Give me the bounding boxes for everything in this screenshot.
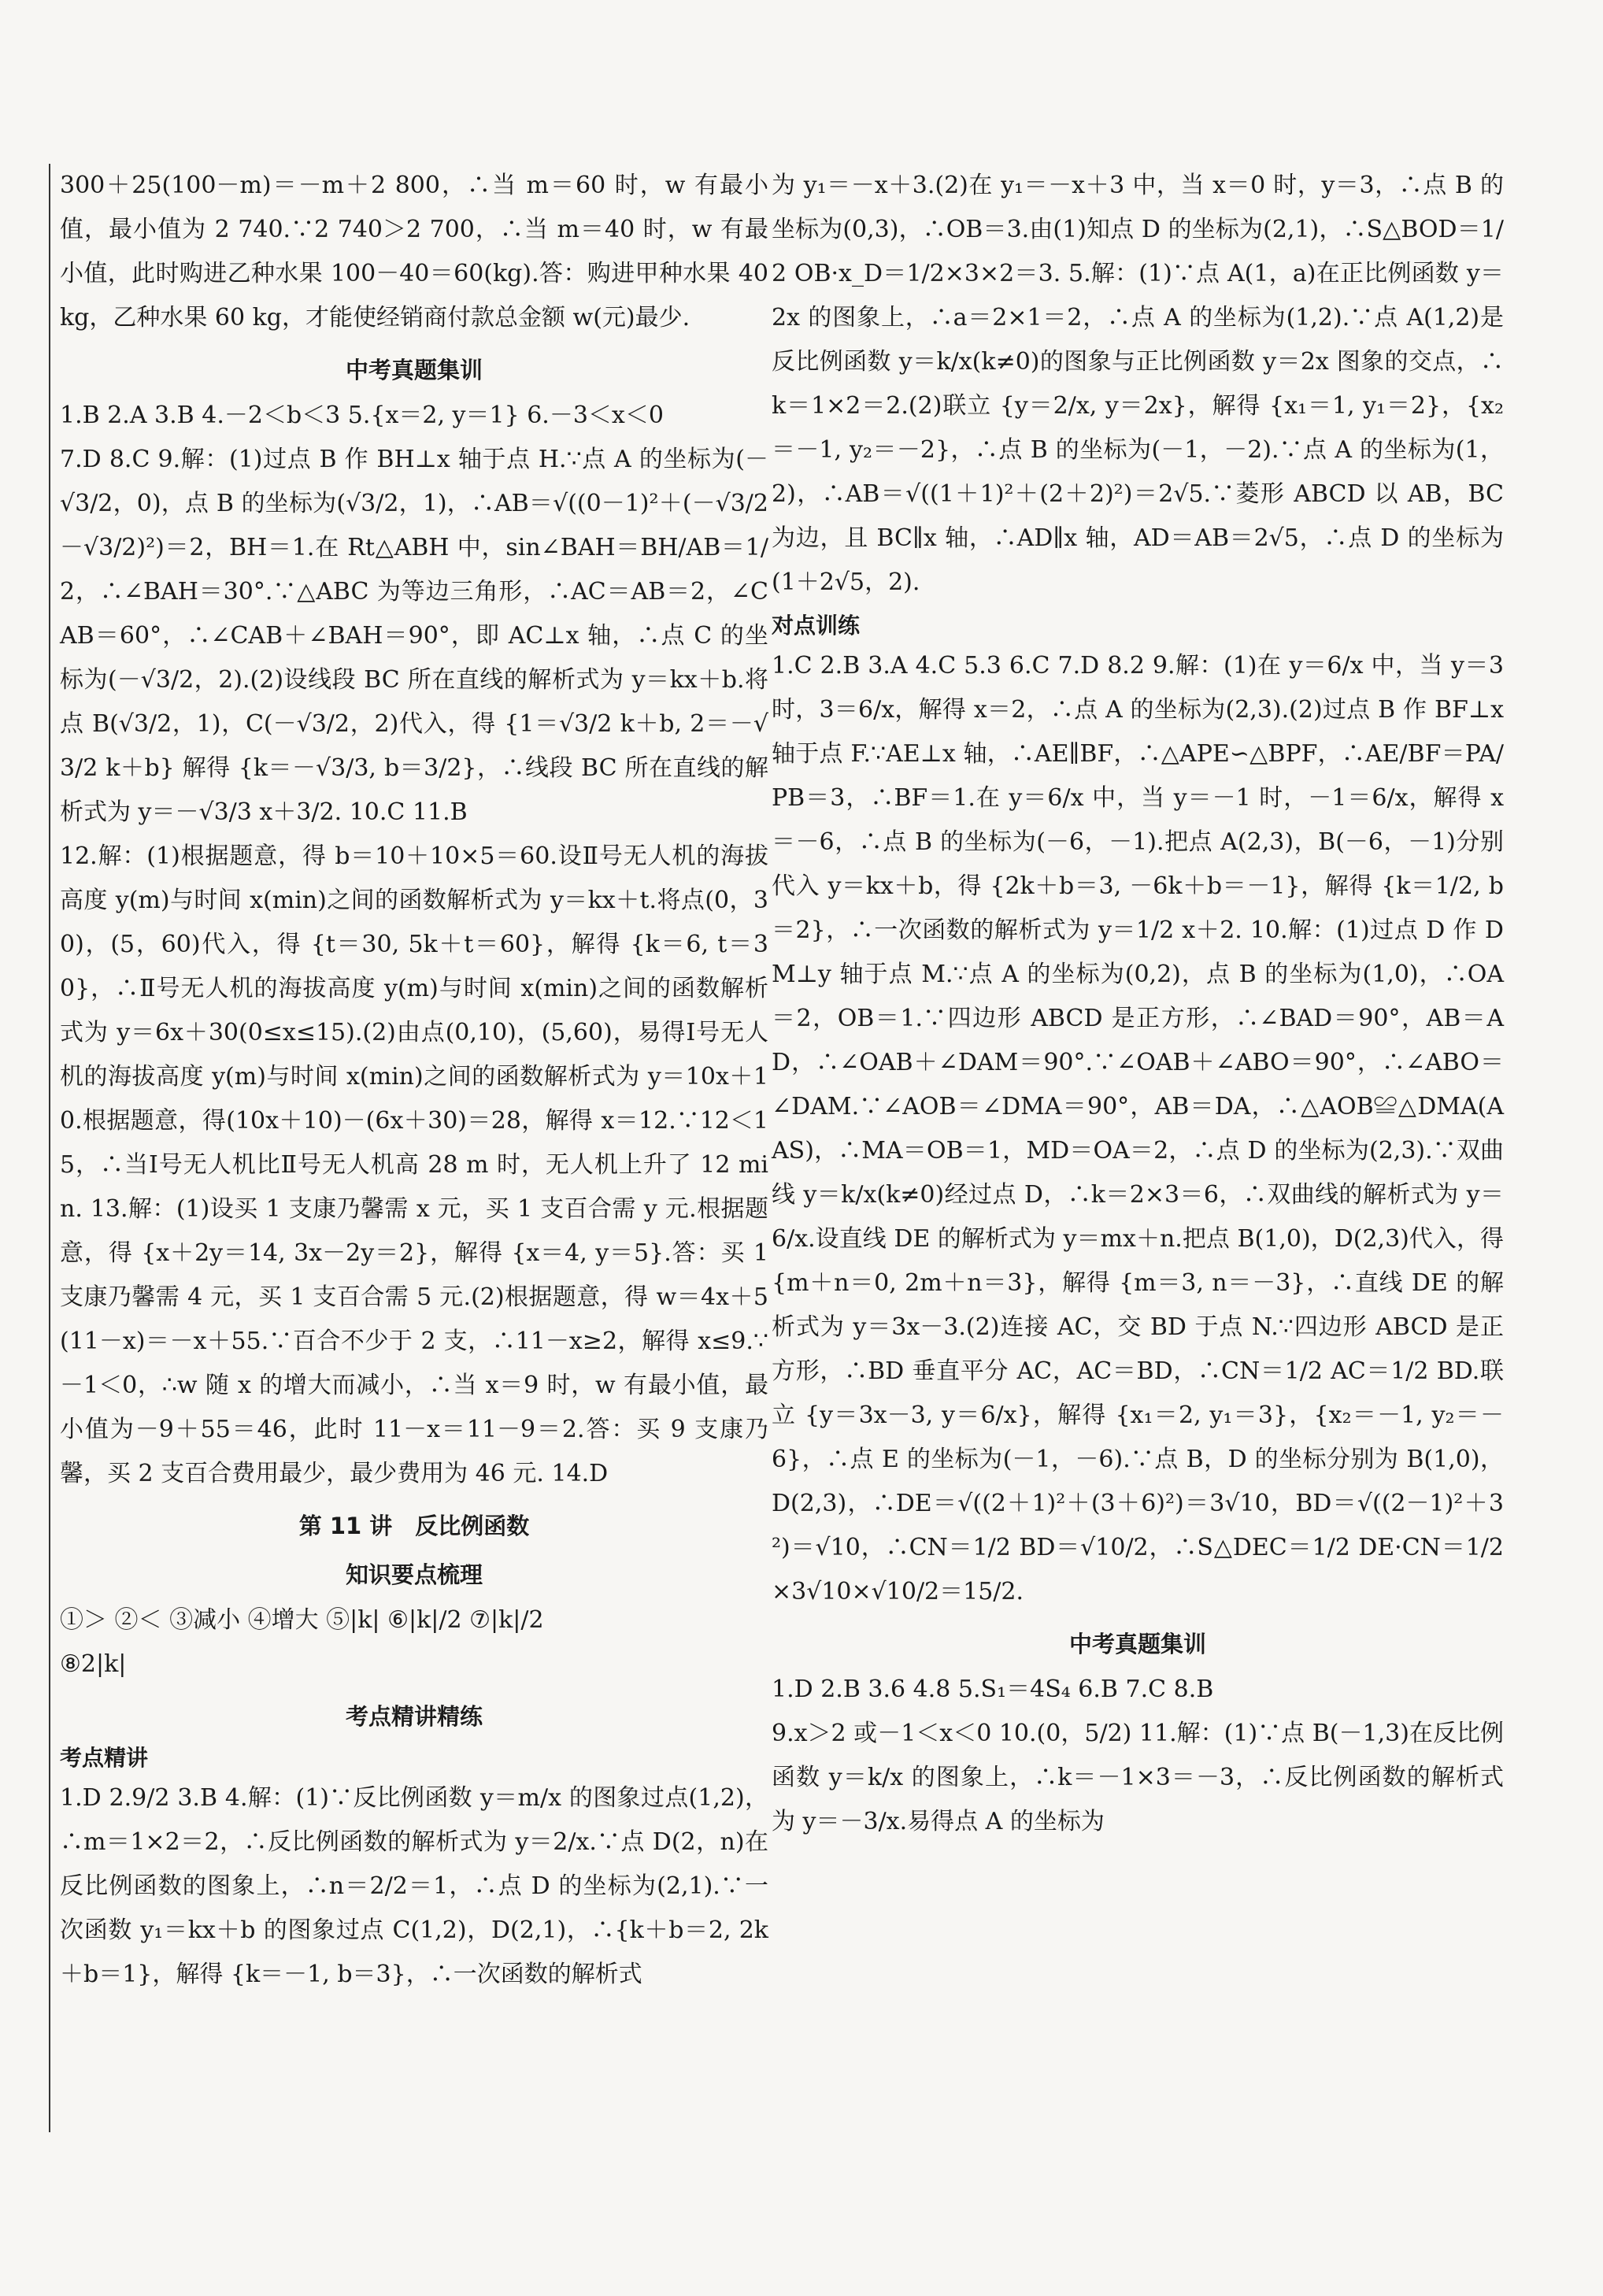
lecture-title: 第 11 讲 反比例函数 <box>298 1513 530 1539</box>
kaodian-heading: 考点精讲精练 <box>345 1703 483 1730</box>
knowledge-answers: ①＞ ②＜ ③减小 ④增大 ⑤|k| ⑥|k|/2 ⑦|k|/2 <box>60 1606 544 1634</box>
duidian-answers: 1.C 2.B 3.A 4.C 5.3 6.C 7.D 8.2 9.解：(1)在 y＝6/x 中，当 y＝3 时，3＝6/x，解得 x＝2，∴点 A 的坐标为(2,3).(2)过点 B 作 BF⊥x 轴于点 F.∵AE⊥x 轴，∴AE∥BF，∴△APE∽△BPF，∴AE/BF＝PA/PB＝3，∴BF＝1.在 y＝6/x 中，当 y＝－1 时，－1＝6/x，解得 x＝－6，∴点 B 的坐标为(－6，－1).把点 A(2,3)，B(－6，－1)分别代入 y＝kx＋b，得 {2k＋b＝3, －6k＋b＝－1}，解得 {k＝1/2, b＝2}，∴一次函数的解析式为 y＝1/2 x＋2. 10.解：(1)过点 D 作 DM⊥y 轴于点 M.∵点 A 的坐标为(0,2)，点 B 的坐标为(1,0)，∴OA＝2，OB＝1.∵四边形 ABCD 是正方形，∴∠BAD＝90°，AB＝AD，∴∠OAB＋∠DAM＝90°.∵∠OAB＋∠ABO＝90°，∴∠ABO＝∠DAM.∵∠AOB＝∠DMA＝90°，AB＝DA，∴△AOB≌△DMA(AAS)，∴MA＝OB＝1，MD＝OA＝2，∴点 D 的坐标为(2,3).∵双曲线 y＝k/x(k≠0)经过点 D，∴k＝2×3＝6，∴双曲线的解析式为 y＝6/x.设直线 DE 的解析式为 y＝mx＋n.把点 B(1,0)，D(2,3)代入，得 {m＋n＝0, 2m＋n＝3}，解得 {m＝3, n＝－3}，∴直线 DE 的解析式为 y＝3x－3.(2)连接 AC，交 BD 于点 N.∵四边形 ABCD 是正方形，∴BD 垂直平分 AC，AC＝BD，∴CN＝1/2 AC＝1/2 BD.联立 {y＝3x－3, y＝6/x}，解得 {x₁＝2, y₁＝3}，{x₂＝－1, y₂＝－6}，∴点 E 的坐标为(－1，－6).∵点 B，D 的坐标分别为 B(1,0)，D(2,3)，∴DE＝√((2＋1)²＋(3＋6)²)＝3√10，BD＝√((2－1)²＋3²)＝√10，∴CN＝1/2 BD＝√10/2，∴S△DEC＝1/2 DE·CN＝1/2×3√10×√10/2＝15/2. <box>772 652 1504 1605</box>
left-column <box>49 164 768 2132</box>
solution-9: 7.D 8.C 9.解：(1)过点 B 作 BH⊥x 轴于点 H.∵点 A 的坐标为(－√3/2，0)，点 B 的坐标为(√3/2，1)，∴AB＝√((0－1)²＋(－√3/2－√3/2)²)＝2，BH＝1.在 Rt△ABH 中，sin∠BAH＝BH/AB＝1/2，∴∠BAH＝30°.∵△ABC 为等边三角形，∴AC＝AB＝2，∠CAB＝60°，∴∠CAB＋∠BAH＝90°，即 AC⊥x 轴，∴点 C 的坐标为(－√3/2，2).(2)设线段 BC 所在直线的解析式为 y＝kx＋b.将点 B(√3/2，1)，C(－√3/2，2)代入，得 {1＝√3/2 k＋b, 2＝－√3/2 k＋b} 解得 {k＝－√3/3, b＝3/2}，∴线段 BC 所在直线的解析式为 y＝－√3/3 x＋3/2. 10.C 11.B <box>60 446 768 826</box>
zhongkao-answers-2: 9.x＞2 或－1＜x＜0 10.(0，5/2) 11.解：(1)∵点 B(－1,3)在反比例函数 y＝k/x 的图象上，∴k＝－1×3＝－3，∴反比例函数的解析式为 y＝－3/x.易得点 A 的坐标为 <box>772 1720 1504 1835</box>
zhongkao-answers-1: 1.D 2.B 3.6 4.8 5.S₁＝4S₄ 6.B 7.C 8.B <box>772 1676 1214 1703</box>
right-column <box>772 164 1504 1844</box>
knowledge-heading: 知识要点梳理 <box>345 1561 483 1588</box>
section-heading-zhongkao: 中考真题集训 <box>345 357 483 383</box>
left-paragraph-1: 300＋25(100－m)＝－m＋2 800，∴当 m＝60 时，w 有最小值，最小值为 2 740.∵2 740＞2 700，∴当 m＝40 时，w 有最小值，此时购进乙种水果 100－40＝60(kg).答：购进甲种水果 40 kg，乙种水果 60 kg，才能使经销商付款总金额 w(元)最少. <box>60 172 768 331</box>
duidian-subheading: 对点训练 <box>772 613 861 639</box>
jingjiang-answers: 1.D 2.9/2 3.B 4.解：(1)∵反比例函数 y＝m/x 的图象过点(1,2)，∴m＝1×2＝2，∴反比例函数的解析式为 y＝2/x.∵点 D(2，n)在反比例函数的图象上，∴n＝2/2＝1，∴点 D 的坐标为(2,1).∵一次函数 y₁＝kx＋b 的图象过点 C(1,2)，D(2,1)，∴{k＋b＝2, 2k＋b＝1}，解得 {k＝－1, b＝3}，∴一次函数的解析式 <box>60 1784 768 1988</box>
answers-line-1: 1.B 2.A 3.B 4.－2＜b＜3 5.{x＝2, y＝1} 6.－3＜x＜0 <box>60 402 664 429</box>
solution-12-13: 12.解：(1)根据题意，得 b＝10＋10×5＝60.设Ⅱ号无人机的海拔高度 y(m)与时间 x(min)之间的函数解析式为 y＝kx＋t.将点(0，30)，(5，60)代入，得 {t＝30, 5k＋t＝60}，解得 {k＝6, t＝30}，∴Ⅱ号无人机的海拔高度 y(m)与时间 x(min)之间的函数解析式为 y＝6x＋30(0≤x≤15).(2)由点(0,10)，(5,60)，易得Ⅰ号无人机的海拔高度 y(m)与时间 x(min)之间的函数解析式为 y＝10x＋10.根据题意，得(10x＋10)－(6x＋30)＝28，解得 x＝12.∵12＜15，∴当Ⅰ号无人机比Ⅱ号无人机高 28 m 时，无人机上升了 12 min. 13.解：(1)设买 1 支康乃馨需 x 元，买 1 支百合需 y 元.根据题意，得 {x＋2y＝14, 3x－2y＝2}，解得 {x＝4, y＝5}.答：买 1 支康乃馨需 4 元，买 1 支百合需 5 元.(2)根据题意，得 w＝4x＋5(11－x)＝－x＋55.∵百合不少于 2 支，∴11－x≥2，解得 x≤9.∵－1＜0，∴w 随 x 的增大而减小，∴当 x＝9 时，w 有最小值，最小值为－9＋55＝46，此时 11－x＝11－9＝2.答：买 9 支康乃馨，买 2 支百合费用最少，最少费用为 46 元. 14.D <box>60 842 768 1487</box>
jingjiang-subheading: 考点精讲 <box>60 1745 149 1771</box>
right-paragraph-1: 为 y₁＝－x＋3.(2)在 y₁＝－x＋3 中，当 x＝0 时，y＝3，∴点 B 的坐标为(0,3)，∴OB＝3.由(1)知点 D 的坐标为(2,1)，∴S△BOD＝1/2 OB·x_D＝1/2×3×2＝3. 5.解：(1)∵点 A(1，a)在正比例函数 y＝2x 的图象上，∴a＝2×1＝2，∴点 A 的坐标为(1,2).∵点 A(1,2)是反比例函数 y＝k/x(k≠0)的图象与正比例函数 y＝2x 图象的交点，∴k＝1×2＝2.(2)联立 {y＝2/x, y＝2x}，解得 {x₁＝1, y₁＝2}，{x₂＝－1, y₂＝－2}，∴点 B 的坐标为(－1，－2).∵点 A 的坐标为(1，2)，∴AB＝√((1＋1)²＋(2＋2)²)＝2√5.∵菱形 ABCD 以 AB，BC 为边，且 BC∥x 轴，∴AD∥x 轴，AD＝AB＝2√5，∴点 D 的坐标为(1＋2√5，2). <box>772 172 1504 596</box>
section-heading-zhongkao-2: 中考真题集训 <box>1068 1631 1206 1657</box>
knowledge-answers-2: ⑧2|k| <box>60 1650 127 1678</box>
